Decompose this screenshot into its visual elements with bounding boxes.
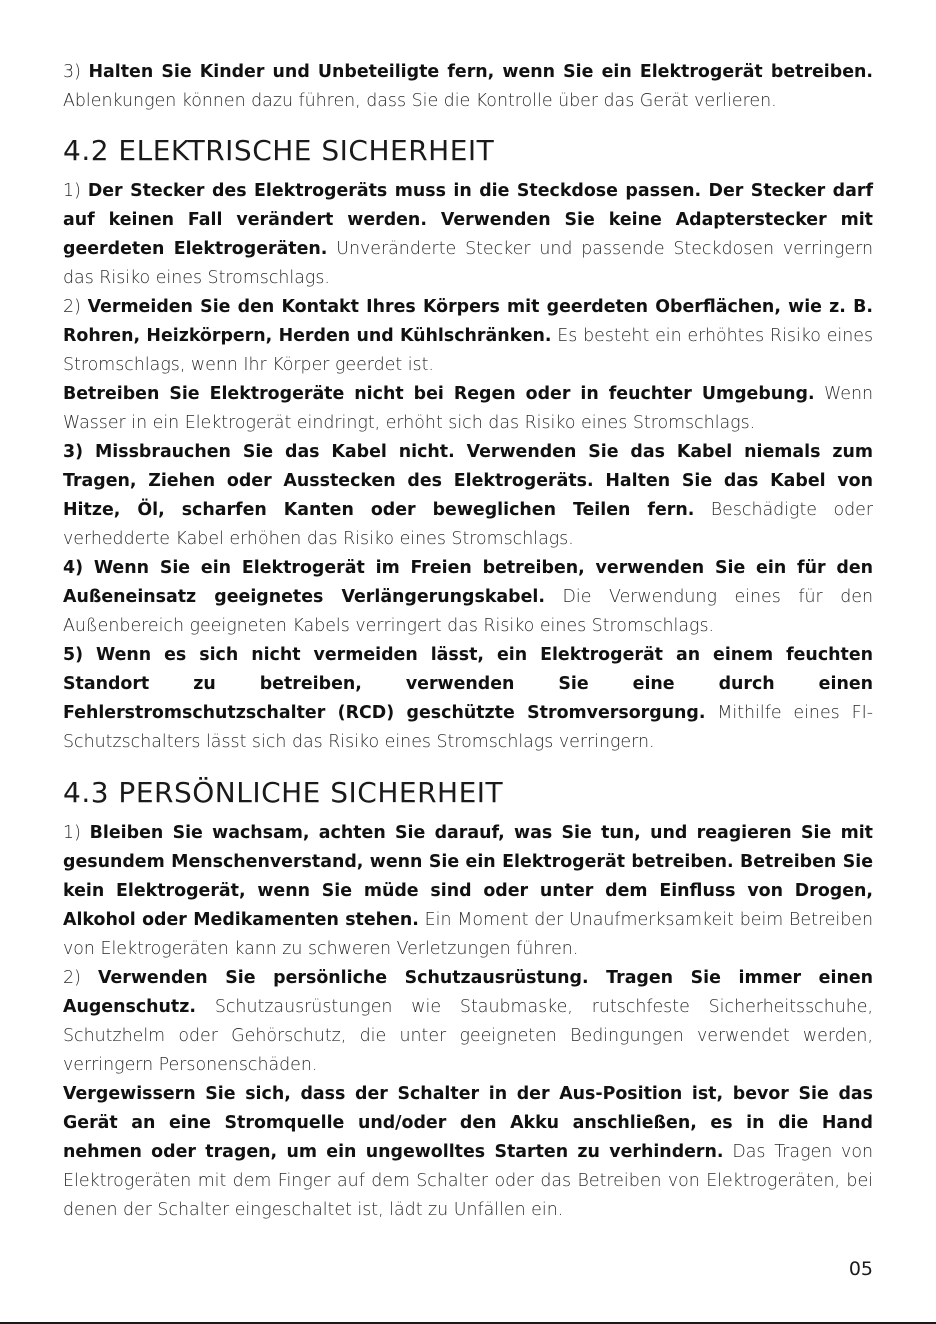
warning-bold-text: 4) Wenn Sie ein Elektrogerät im Freien betreiben, verwenden Sie ein für den Außeneinsatz geeignetes Verlängerungskabel. <box>63 558 873 607</box>
page-number: 05 <box>848 1258 873 1280</box>
paragraph-4-2-4 <box>63 554 873 641</box>
paragraph-4-2-rain <box>63 380 873 438</box>
warning-bold-text: Der Stecker des Elektrogeräts muss in die Steckdose passen. Der Stecker darf auf keinen Fall verändert werden. Verwenden Sie keine Adapterstecker mit geerdeten Elektrogeräten. <box>63 181 874 259</box>
paragraph-4-3-2 <box>63 964 873 1080</box>
paragraph-4-2-2 <box>63 293 873 380</box>
paragraph-4-3-1 <box>63 819 873 964</box>
explanation-text: Wenn Wasser in ein Elektrogerät eindringt, erhöht sich das Risiko eines Stromschlags. <box>63 384 874 433</box>
explanation-text: Mithilfe eines FI-Schutzschalters lässt sich das Risiko eines Stromschlags verringern. <box>63 703 873 752</box>
paragraph-4-2-5 <box>63 641 873 757</box>
explanation-text: Das Tragen von Elektrogeräten mit dem Finger auf dem Schalter oder das Betreiben von Elektrogeräten, bei denen der Schalter eingeschaltet ist, lädt zu Unfällen ein. <box>63 1142 874 1220</box>
paragraph-4-3-switch <box>63 1080 873 1225</box>
warning-bold-text: Vergewissern Sie sich, dass der Schalter in der Aus-Position ist, bevor Sie das Gerät an eine Stromquelle und/oder den Akku anschließen, es in die Hand nehmen oder tragen, um ein ungewolltes Starten zu verhindern. <box>63 1084 873 1162</box>
section-heading-electrical-safety: 4.2 ELEKTRISCHE SICHERHEIT <box>63 134 495 167</box>
warning-bold-text: Bleiben Sie wachsam, achten Sie darauf, was Sie tun, und reagieren Sie mit gesundem Menschenverstand, wenn Sie ein Elektrogerät betreiben. Betreiben Sie kein Elektrogerät, wenn Sie müde sind oder unter dem Einfluss von Drogen, Alkohol oder Medikamenten stehen. <box>63 823 873 930</box>
item-number: 1) <box>63 823 81 843</box>
document-page <box>63 58 873 1225</box>
explanation-text: Beschädigte oder verhedderte Kabel erhöhen das Risiko eines Stromschlags. <box>63 500 873 549</box>
warning-bold-text: 3) Missbrauchen Sie das Kabel nicht. Verwenden Sie das Kabel niemals zum Tragen, Ziehen oder Ausstecken des Elektrogeräts. Halten Sie das Kabel von Hitze, Öl, scharfen Kanten oder beweglichen Teilen fern. <box>63 442 873 520</box>
explanation-text: Schutzausrüstungen wie Staubmaske, rutschfeste Sicherheitsschuhe, Schutzhelm oder Gehörschutz, die unter geeigneten Bedingungen verwendet werden, verringern Personenschäden. <box>63 997 873 1075</box>
warning-bold-text: Betreiben Sie Elektrogeräte nicht bei Regen oder in feuchter Umgebung. <box>63 384 815 404</box>
section-heading-personal-safety: 4.3 PERSÖNLICHE SICHERHEIT <box>63 776 504 809</box>
warning-bold-text: 5) Wenn es sich nicht vermeiden lässt, ein Elektrogerät an einem feuchten Standort zu betreiben, verwenden Sie eine durch einen Fehlerstromschutzschalter (RCD) geschützte Stromversorgung. <box>63 645 873 723</box>
item-number: 2) <box>63 968 81 988</box>
paragraph-4-2-3 <box>63 438 873 554</box>
warning-bold-text: Vermeiden Sie den Kontakt Ihres Körpers mit geerdeten Oberflächen, wie z. B. Rohren, Heizkörpern, Herden und Kühlschränken. <box>63 297 873 346</box>
warning-bold-text: Verwenden Sie persönliche Schutzausrüstung. Tragen Sie immer einen Augenschutz. <box>63 968 873 1017</box>
warning-bold-text: Halten Sie Kinder und Unbeteiligte fern, wenn Sie ein Elektrogerät betreiben. <box>88 62 874 82</box>
paragraph-4-2-1 <box>63 177 873 293</box>
explanation-text: Unveränderte Stecker und passende Steckdosen verringern das Risiko eines Stromschlags. <box>63 239 873 288</box>
explanation-text: Ablenkungen können dazu führen, dass Sie die Kontrolle über das Gerät verlieren. <box>63 91 777 111</box>
item-number: 2) <box>63 297 81 317</box>
explanation-text: Ein Moment der Unaufmerksamkeit beim Betreiben von Elektrogeräten kann zu schweren Verletzungen führen. <box>63 910 874 959</box>
item-number: 3) <box>63 62 81 82</box>
explanation-text: Die Verwendung eines für den Außenbereich geeigneten Kabels verringert das Risiko eines Stromschlags. <box>63 587 874 636</box>
item-number: 1) <box>63 181 81 201</box>
explanation-text: Es besteht ein erhöhtes Risiko eines Stromschlags, wenn Ihr Körper geerdet ist. <box>63 326 874 375</box>
intro-paragraph <box>63 58 873 116</box>
